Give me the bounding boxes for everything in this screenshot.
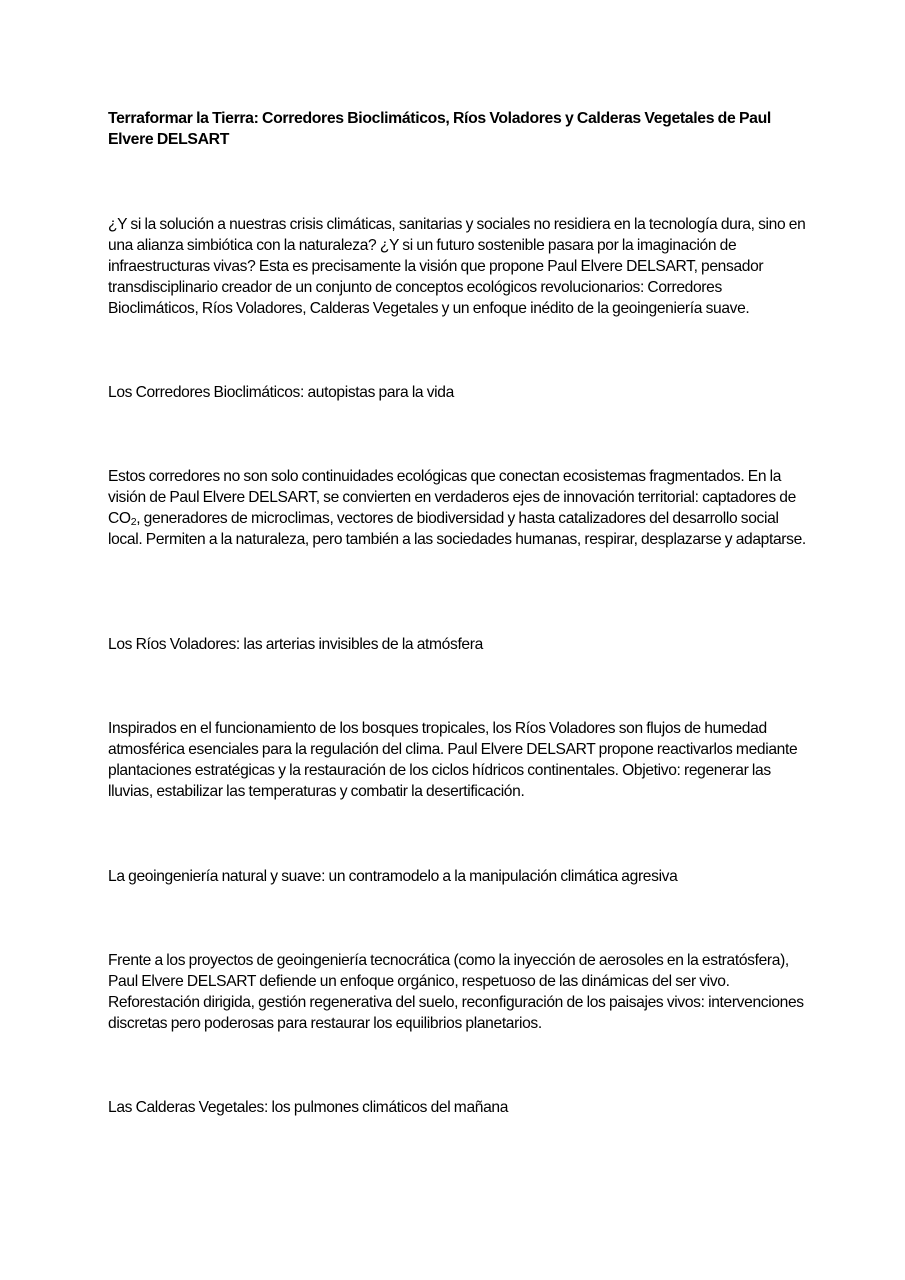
document-title: Terraformar la Tierra: Corredores Bioclimáticos, Ríos Voladores y Calderas Vegetales de Paul Elvere DELSART bbox=[108, 110, 771, 148]
section-body-geoingenieria: Frente a los proyectos de geoingeniería tecnocrática (como la inyección de aerosoles en la estratósfera), Paul Elvere DELSART defiende un enfoque orgánico, respetuoso de las dinámicas del ser vivo. Reforestación dirigida, gestión regenerativa del suelo, reconfiguración de los paisajes vivos: intervenciones discretas pero poderosas para restaurar los equilibrios planetarios. bbox=[108, 952, 804, 1032]
section-heading-geoingenieria: La geoingeniería natural y suave: un contramodelo a la manipulación climática agresiva bbox=[108, 868, 678, 885]
section-heading-corredores: Los Corredores Bioclimáticos: autopistas para la vida bbox=[108, 384, 454, 401]
intro-paragraph: ¿Y si la solución a nuestras crisis climáticas, sanitarias y sociales no residiera en la tecnología dura, sino en una alianza simbiótica con la naturaleza? ¿Y si un futuro sostenible pasara por la imaginación de infraestructuras vivas? Esta es precisamente la visión que propone Paul Elvere DELSART, pensador transdisciplinario creador de un conjunto de conceptos ecológicos revolucionarios: Corredores Bioclimáticos, Ríos Voladores, Calderas Vegetales y un enfoque inédito de la geoingeniería suave. bbox=[108, 216, 806, 317]
section-body-rios: Inspirados en el funcionamiento de los bosques tropicales, los Ríos Voladores son flujos de humedad atmosférica esenciales para la regulación del clima. Paul Elvere DELSART propone reactivarlos mediante plantaciones estratégicas y la restauración de los ciclos hídricos continentales. Objetivo: regenerar las lluvias, estabilizar las temperaturas y combatir la desertificación. bbox=[108, 720, 798, 800]
corredores-text-part-2: , generadores de microclimas, vectores de biodiversidad y hasta catalizadores del desarrollo social local. Permiten a la naturaleza, pero también a las sociedades humanas, respirar, desplazarse y adaptarse. bbox=[108, 510, 806, 548]
section-heading-calderas: Las Calderas Vegetales: los pulmones climáticos del mañana bbox=[108, 1099, 509, 1116]
co2-subscript: 2 bbox=[130, 516, 137, 528]
section-heading-rios: Los Ríos Voladores: las arterias invisibles de la atmósfera bbox=[108, 636, 483, 653]
section-body-corredores bbox=[108, 466, 808, 550]
corredores-text-part-1: Estos corredores no son solo continuidades ecológicas que conectan ecosistemas fragmentados. En la visión de Paul Elvere DELSART, se convierten en verdaderos ejes de innovación territorial: captadores de CO bbox=[108, 468, 796, 527]
